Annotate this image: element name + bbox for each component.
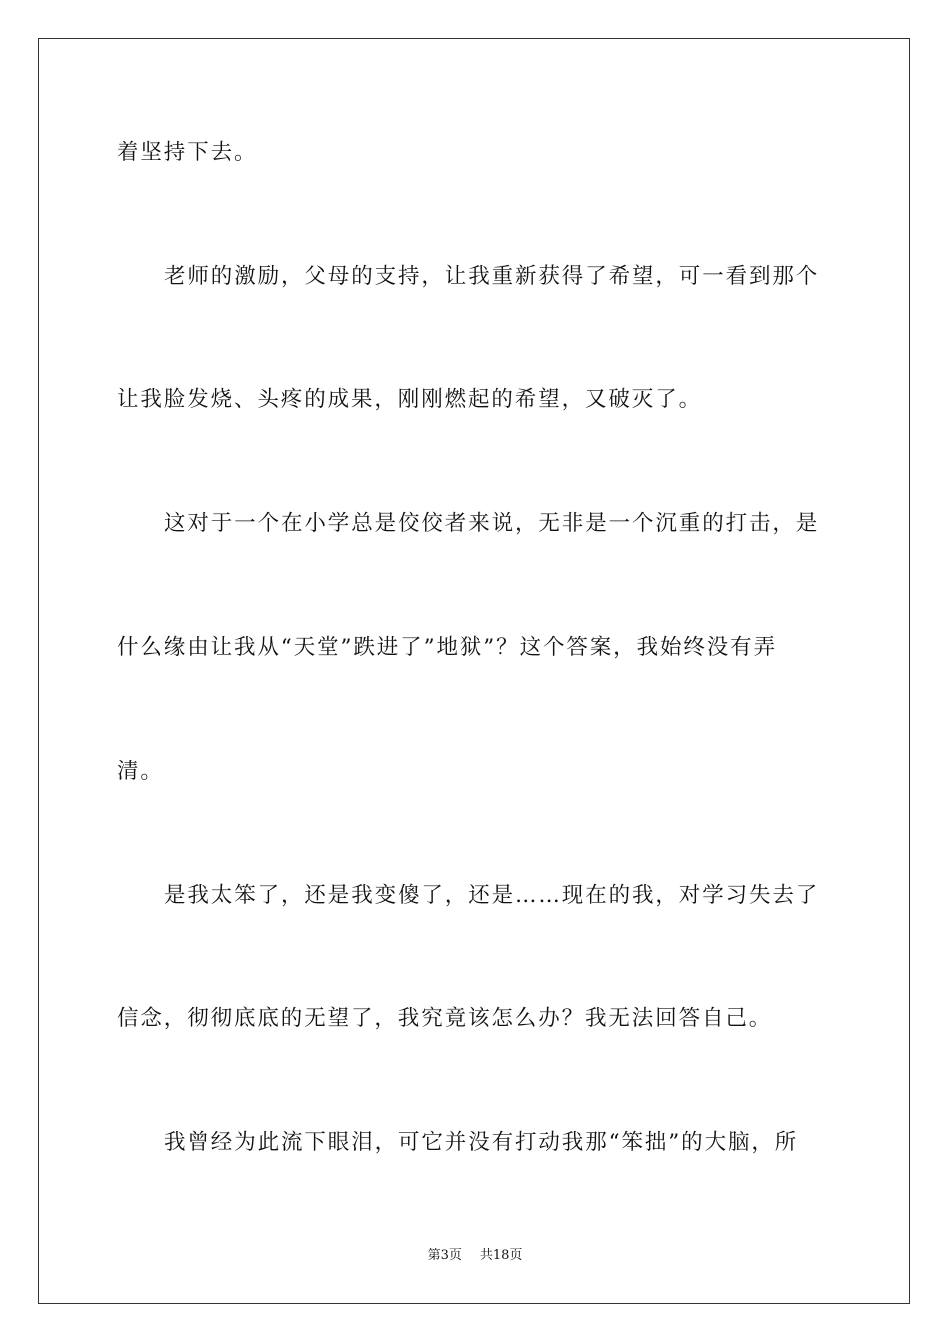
paragraph-start-line-2: 老师的激励，父母的支持，让我重新获得了希望，可一看到那个 [164,264,820,289]
paragraph-start-line-4: 这对于一个在小学总是佼佼者来说，无非是一个沉重的打击，是 [164,511,820,536]
page-frame [38,38,910,1304]
total-pages: 共18页 [479,1248,523,1263]
page-number: 第3页 [427,1248,462,1263]
text-line-1: 着坚持下去。 [117,140,258,165]
text-line-6: 清。 [117,759,164,784]
page-footer [0,1247,950,1265]
text-line-5: 什么缘由让我从“天堂”跌进了”地狱”？这个答案，我始终没有弄 [117,635,777,660]
text-line-3: 让我脸发烧、头疼的成果，刚刚燃起的希望，又破灭了。 [117,387,703,412]
paragraph-start-line-9: 我曾经为此流下眼泪，可它并没有打动我那“笨拙”的大脑，所 [164,1130,799,1155]
text-line-8: 信念，彻彻底底的无望了，我究竟该怎么办？我无法回答自己。 [117,1006,773,1031]
paragraph-start-line-7: 是我太笨了，还是我变傻了，还是……现在的我，对学习失去了 [164,883,820,908]
